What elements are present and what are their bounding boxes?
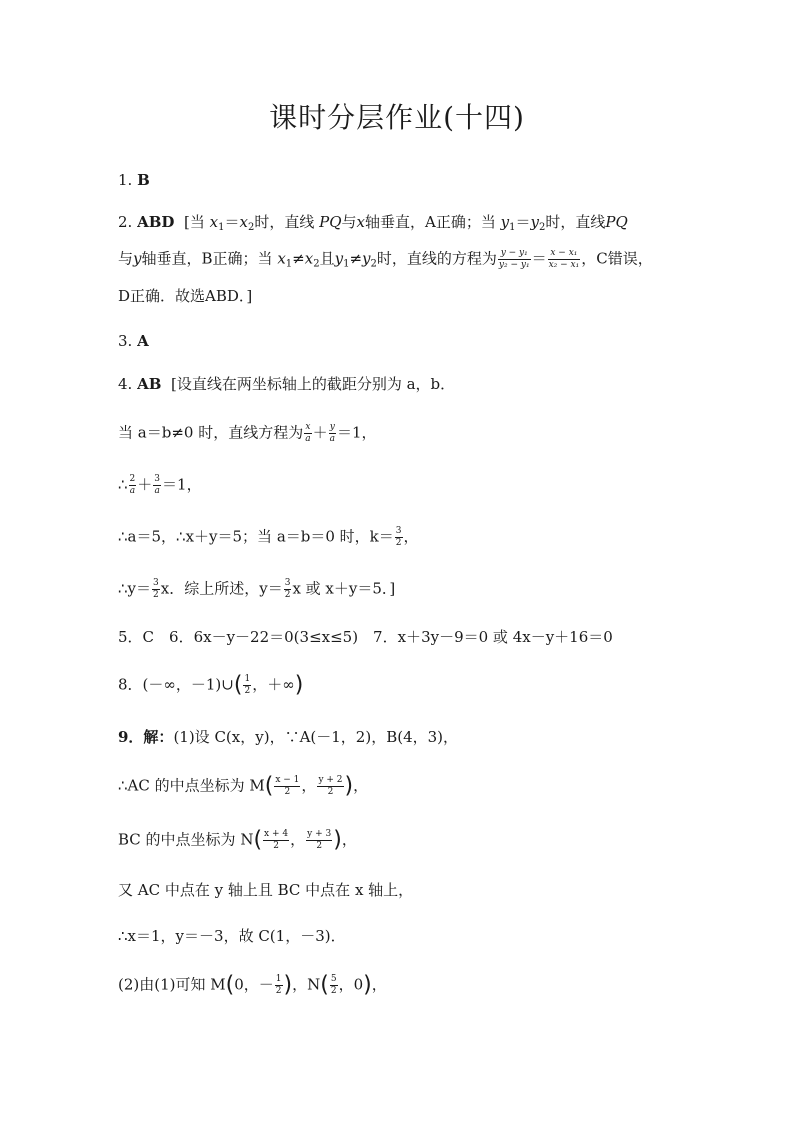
answer-4-line-3: ∴ $\frac{2}{a}$ ＋ $\frac{3}{a}$ ＝1， [118,474,202,496]
answer-4-line-1: 4. AB [设直线在两坐标轴上的截距分别为 a，b． [118,375,456,393]
answer-4-line-2: 当 a＝b≠0 时，直线方程为 $\frac{x}{a}$ ＋ $\frac{y}{a}$ ＝1， [118,422,377,444]
answer-3: 3. A [118,332,149,350]
page-title: 课时分层作业(十四) [269,101,525,134]
answer-2-line-1: 2. ABD [当 $x_1=x_2$时，直线 PQ与x轴垂直，A正确；当 $y_1=y_2$时，直线PQ [118,213,628,233]
fraction: $\frac{\text{y − y₁}}{\text{y₂ − y₁}}$ [498,248,530,270]
answer-4-line-5: ∴y＝ $\frac{3}{2}$ x．综上所述，y＝ $\frac{3}{2}$ x 或 x＋y＝5．] [118,578,396,600]
answer-9-line-4: 又 AC 中点在 y 轴上且 BC 中点在 x 轴上， [118,881,414,899]
answer-9-line-2: ∴AC 的中点坐标为 M( $\frac{x - 1}{2}$ ， $\frac{y + 2}{2}$ )， [118,773,369,799]
answer-9-line-5: ∴x＝1，y＝－3，故 C(1，－3)． [118,927,346,945]
answer-9-line-1: 9．解：(1)设 C(x，y)，∵A(－1，2)，B(4，3)， [118,728,459,746]
fraction: $\frac{\text{x − x₁}}{\text{x₂ − x₁}}$ [548,248,580,270]
answer-2-line-3: D正确．故选ABD．] [118,287,253,305]
answer-9-line-6: (2)由(1)可知 M(0，－ $\frac{1}{2}$ )，N( $\frac{5}{2}$ ，0)， [118,972,387,998]
answer-8: 8．(－∞，－1)∪( $\frac{1}{2}$ ，＋∞) [118,672,304,698]
answers-5-7: 5．C 6．6x－y－22＝0(3≤x≤5) 7．x＋3y－9＝0 或 4x－y＋16＝0 [118,628,613,646]
answer-2-line-2: 与y轴垂直，B正确；当 $x_1\ne x_2$且$y_1\ne y_2$时，直线的方程为 $\frac{\text{y − y₁}}{\text{y₂ − y₁}}$ ＝ $\frac{\text{x − x₁}}{\text{x₂ − x₁}}$ ，C错误， [118,248,653,270]
answer-9-line-3: BC 的中点坐标为 N( $\frac{x + 4}{2}$ ， $\frac{y + 3}{2}$ )， [118,827,357,853]
answer-1: 1. B [118,171,150,189]
answer-4-line-4: ∴a＝5，∴x＋y＝5；当 a＝b＝0 时，k＝ $\frac{3}{2}$ ， [118,526,419,548]
